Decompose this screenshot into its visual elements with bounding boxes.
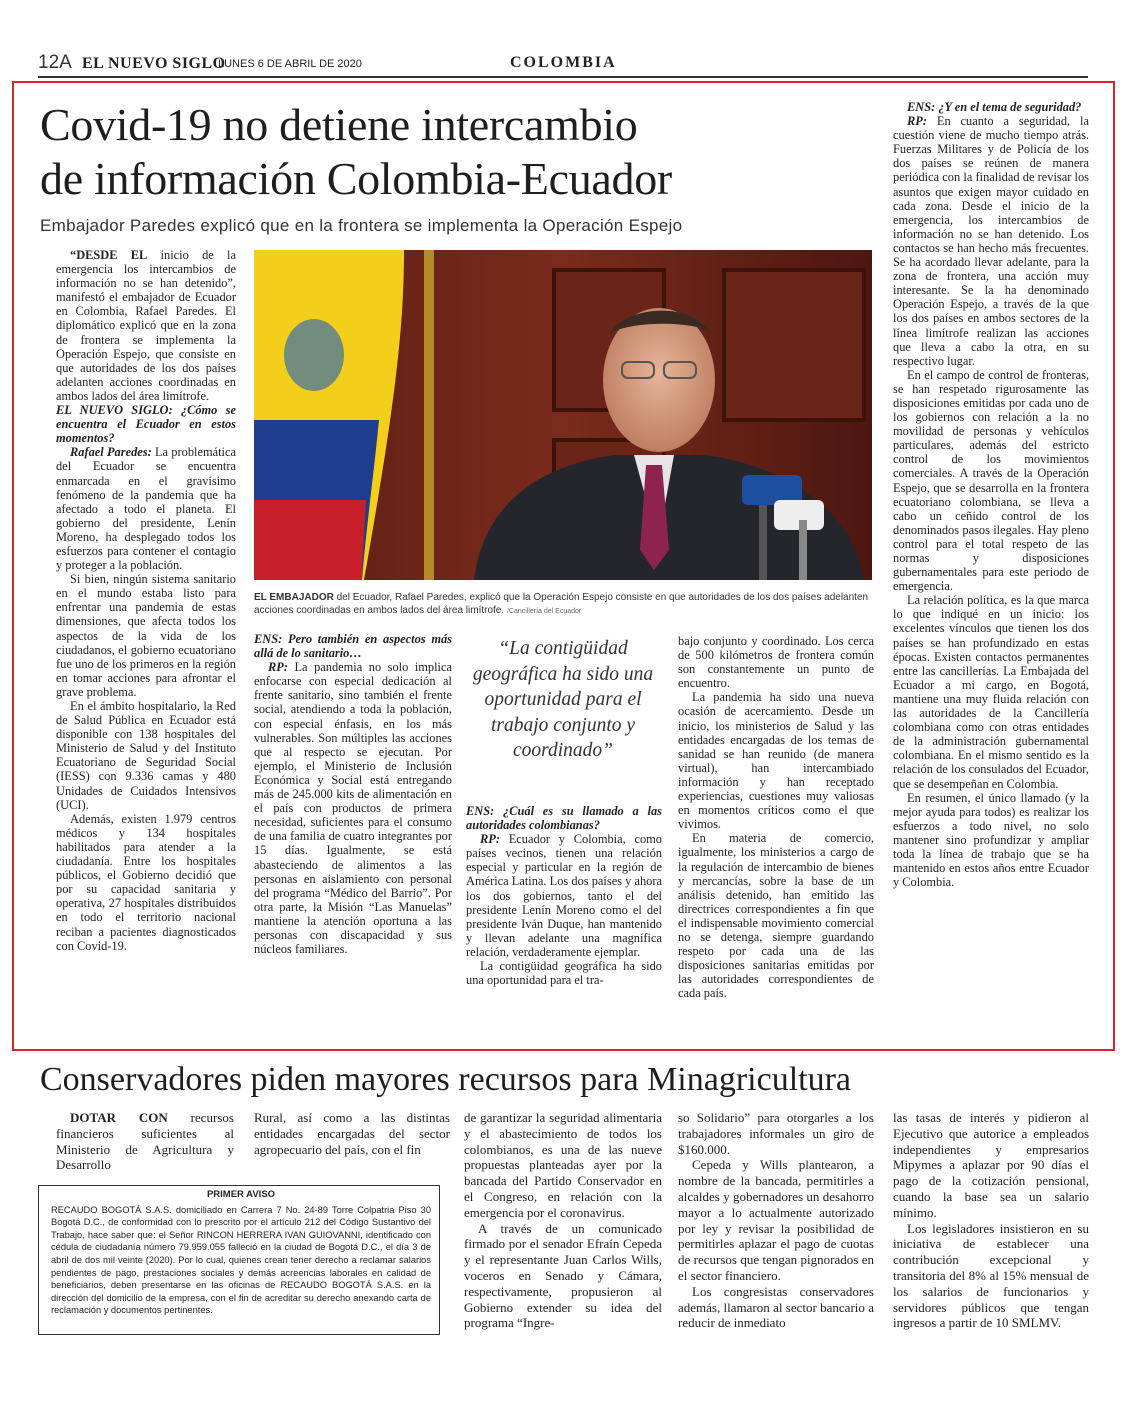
second-article-column-3 xyxy=(464,1110,662,1331)
newspaper-name: EL NUEVO SIGLO xyxy=(82,55,226,72)
section-name: COLOMBIA xyxy=(510,54,617,71)
question-3: ENS: ¿Cuál es su llamado a las autoridades colombianas? xyxy=(466,804,662,833)
answer-label: RP: xyxy=(480,832,500,847)
lead-bold: “DESDE EL xyxy=(70,248,148,262)
answer-text: La problemática del Ecuador se encuentra enmarcada en el gravísimo fenómeno de la pandemia que ha afectado a todo el planeta. El gobierno del presidente, Lenín Moreno, ha desplegado todos los esfuerzos para contener el contagio y proteger a la población. xyxy=(56,445,236,573)
article-column-2 xyxy=(254,632,452,956)
notice-title: PRIMER AVISO xyxy=(206,1189,276,1200)
article-column-4 xyxy=(678,634,874,1000)
paragraph: Además, existen 1.979 centros médicos y 134 hospitales habilitados para atender a la ciudadanía. Entre los hospitales públicos, el Gobierno decidió que por su capacidad sanitaria y operativa, 27 hospitales distribuidos en todo el territorio nacional reciban a pacientes diagnosticados con Covid-19. xyxy=(56,811,236,953)
pull-quote: “La contigüidad geográfica ha sido una oportunidad para el trabajo conjunto y coordinado” xyxy=(472,638,654,761)
second-article-column-1 xyxy=(56,1110,234,1173)
paragraph: En el ámbito hospitalario, la Red de Salud Pública en Ecuador está disponible con 138 hospitales del Ministerio de Salud y del Instituto Ecuatoriano de Seguridad Social (IESS) con 9.336 camas y 480 Unidades de Cuidados Intensivos (UCI). xyxy=(56,699,236,812)
paragraph: Rural, así como a las distintas entidades encargadas del sector agropecuario del país, con el fin xyxy=(254,1110,450,1157)
answer-3 xyxy=(466,832,662,959)
lead-paragraph xyxy=(56,248,236,403)
photo-credit: /Cancillería del Ecuador xyxy=(506,608,582,615)
headline-line-2: de información Colombia-Ecuador xyxy=(40,153,672,204)
lead-text: recursos financieros suficientes al Ministerio de Agricultura y Desarrollo xyxy=(56,1110,234,1173)
article-deck: Embajador Paredes explicó que en la frontera se implementa la Operación Espejo xyxy=(40,216,683,235)
paragraph: En materia de comercio, igualmente, los ministerios a cargo de la regulación de intercambio de bienes y mercancías, sobre la base de un análisis detenido, han emitido las directrices correspondientes a fin que el indispensable movimiento comercial no se detenga, siempre guardando respeto por cada una de las disposiciones sanitarias emitidas por las autoridades correspondientes de cada país. xyxy=(678,831,874,1001)
paragraph: so Solidario” para otorgarles a los trabajadores informales un giro de $160.000. xyxy=(678,1110,874,1157)
paragraph: Los congresistas conservadores además, llamaron al sector bancario a reducir de inmediato xyxy=(678,1283,874,1331)
issue-date: LUNES 6 DE ABRIL DE 2020 xyxy=(218,58,362,70)
answer-label: RP: xyxy=(268,660,288,675)
photo-caption xyxy=(254,591,872,618)
answer-text: Ecuador y Colombia, como países vecinos, tienen una relación especial y particular en la región de América Latina. Los dos países y ahora los dos gobiernos, tanto el del presidente Lenín Moreno como el del presidente Iván Duque, han mantenido y llevan adelante una magnífica relación, verdaderamente ejemplar. xyxy=(466,832,662,959)
paragraph: A través de un comunicado firmado por el senador Efraín Cepeda y el representante Juan Carlos Wills, voceros en Senado y Cámara, respectivamente, propusieron al Gobierno extender su idea del programa “Ingre- xyxy=(464,1220,662,1331)
legal-notice-box xyxy=(38,1185,440,1335)
headline-line-1: Covid-19 no detiene intercambio xyxy=(40,99,638,150)
ambassador-photo xyxy=(254,250,872,580)
answer-label: RP: xyxy=(907,114,927,129)
article-headline xyxy=(40,98,880,206)
paragraph: La contigüidad geográfica ha sido una oportunidad para el tra- xyxy=(466,959,662,988)
paragraph: las tasas de interés y pidieron al Ejecutivo que autorice a empleados independientes y empresarios Mipymes a aplazar por 90 días el pago de la cotización pensional, cuando la base sea un salario mínimo. xyxy=(893,1110,1089,1220)
article-column-5 xyxy=(893,100,1089,889)
article-column-1 xyxy=(56,248,236,953)
lead-text: inicio de la emergencia los intercambios de información no se han detenido”, manifestó el embajador de Ecuador en Colombia, Rafael Paredes. El diplomático explicó que en la zona de frontera se implementa la Operación Espejo, que consiste en que autoridades de los dos países adelanten acciones coordinadas en ambos lados del área limítrofe. xyxy=(56,248,237,403)
answer-2 xyxy=(254,660,452,956)
paragraph: Si bien, ningún sistema sanitario en el mundo estaba listo para enfrentar una pandemia de estas dimensiones, que afecta todos los aspectos de la vida de los ciudadanos, el gobierno ecuatoriano fue uno de los primeros en la región en tomar acciones para afrontar el grave problema. xyxy=(56,572,236,699)
paragraph: de garantizar la seguridad alimentaria y el abastecimiento de todos los colombianos, es una de las nueve propuestas planteadas ayer por la bancada del Partido Conservador en el Congreso, en relación con la emergencia por el coronavirus. xyxy=(464,1110,662,1220)
answer-4 xyxy=(893,114,1089,368)
question-1: EL NUEVO SIGLO: ¿Cómo se encuentra el Ecuador en estos momentos? xyxy=(56,403,236,446)
article-column-3 xyxy=(466,804,662,987)
caption-text: del Ecuador, Rafael Paredes, explicó que la Operación Espejo consiste en que autoridades de los dos países adelanten acciones coordinadas en ambos lados del área limítrofe. xyxy=(254,592,869,616)
paragraph: Los legisladores insistieron en su iniciativa de establecer una contribución excepcional y transitoria del 8% al 15% mensual de los salarios de funcionarios y servidores públicos que tengan ingresos a partir de 10 SMLMV. xyxy=(893,1220,1089,1331)
paragraph: Cepeda y Wills plantearon, a nombre de la bancada, permitirles a alcaldes y gobernadores un desahorro mayor a lo actualmente autorizado por ley y revisar la posibilidad de permitirles aplazar el pago de cuotas de recursos que tengan pignorados en el sector financiero. xyxy=(678,1157,874,1283)
answer-text: La pandemia no solo implica enfocarse con especial dedicación al frente sanitario, sino también el frente social, atendiendo a toda la población, con especial énfasis, en los más vulnerables. Son múltiples las acciones que al respecto se ejecutan. Por ejemplo, el Ministerio de Inclusión Económica y Social está entregando más de 245.000 kits de alimentación en el país con productos de primera necesidad, suficientes para el consumo de una familia de cuatro integrantes por 15 días. Igualmente, se está abasteciendo de alimentos a las personas en aislamiento con personal del programa “Médico del Barrio”. Por otra parte, la Misión “Las Manuelas” mantiene la atención oportuna a las personas con discapacidad y sus núcleos familiares. xyxy=(254,660,452,957)
answer-speaker: Rafael Paredes: xyxy=(70,445,152,460)
paragraph: La relación política, es la que marca lo que indiqué en un inicio: los excelentes vínculos que tienen los dos países se han profundizado en estas épocas. Existen contactos permanentes entre las cancillerías. La Embajada del Ecuador a mi cargo, en Bogotá, mantiene una muy fluida relación con las autoridades de la Cancillería colombiana como con otras entidades de la administración gubernamental colombiana. En el mismo sentido es la relación de los consulados del Ecuador, que se desempeñan en Colombia. xyxy=(893,593,1089,791)
lead-bold: DOTAR CON xyxy=(70,1110,168,1125)
answer-text: En cuanto a seguridad, la cuestión viene de mucho tiempo atrás. Fuerzas Militares y de Policía de los dos países se reúnen de manera periódica con la finalidad de revisar los asuntos que exigen mayor cuidado en cada zona. Desde el inicio de la emergencia, los intercambios de información no se han detenido. Los contactos se han hecho más frecuentes. Se ha acordado llevar adelante, para la zona de frontera, una acción muy interesante. Se la ha denominado Operación Espejo, a través de la que los dos países en ambos sectores de la línea limítrofe realizan las acciones que lleva a cabo la otra, en su respectivo lugar. xyxy=(893,114,1089,368)
paragraph: En resumen, el único llamado (y la mejor ayuda para todos) es realizar los esfuerzos a todo nivel, no solo mantener sino profundizar y ampliar toda la línea de trabajo que se ha mantenido en estos años entre Ecuador y Colombia. xyxy=(893,790,1089,890)
caption-bold: EL EMBAJADOR xyxy=(254,592,334,603)
second-article-column-5 xyxy=(893,1110,1089,1331)
second-article-column-4 xyxy=(678,1110,874,1331)
question-2: ENS: Pero también en aspectos más allá de lo sanitario… xyxy=(254,632,452,661)
second-article-headline: Conservadores piden mayores recursos para Minagricultura xyxy=(40,1061,852,1098)
page-number: 12A xyxy=(38,52,72,73)
notice-body: RECAUDO BOGOTÁ S.A.S. domiciliado en Carrera 7 No. 24-89 Torre Colpatria Piso 30 Bogotá D.C., de conformidad con lo prescrito por el artículo 212 del Código Sustantivo del Trabajo, hace saber que: el Señor RINCON HERRERA IVAN GUIOVANNI, identificado con cédula de ciudadanía número 79.959.055 falleció en la ciudad de Bogotá D.C., el día 3 de abril de dos mil veinte (2020). Por lo cual, quienes crean tener derecho a reclamar salarios pendientes de pago, prestaciones sociales y demás acreencias laborales en calidad de beneficiarios, deben presentarse en las oficinas de RECAUDO BOGOTÁ S.A.S. en la dirección del domicilio de la empresa, con el fin de acreditar su derecho anexando carta de reclamación y documentos pertinentes. xyxy=(51,1204,431,1316)
paragraph: La pandemia ha sido una nueva ocasión de acercamiento. Desde un inicio, los ministerios de Salud y las entidades encargadas de los temas de sanidad se han reunido (de manera virtual), han intercambiado información y han receptado experiencias, cuestiones muy valiosas en momentos críticos como el que vivimos. xyxy=(678,690,874,832)
page-header xyxy=(38,52,1088,78)
paragraph: bajo conjunto y coordinado. Los cerca de 500 kilómetros de frontera común son constantemente un punto de encuentro. xyxy=(678,634,874,691)
photo-illustration xyxy=(254,250,872,580)
answer-1 xyxy=(56,445,236,572)
paragraph: En el campo de control de fronteras, se han respetado rigurosamente las disposiciones emitidas por cada uno de los gobiernos con relación a la no movilidad de personas y vehículos particulares, además del estricto control de los movimientos comerciales. A través de la Operación Espejo, que se desarrolla en la frontera ecuatoriano colombiana, se lleva a cabo un ceñido control de los denominados pasos ilegales. Hay pleno control para el total respeto de las normas y disposiciones gubernamentales para este periodo de emergencia. xyxy=(893,367,1089,594)
paragraph xyxy=(56,1110,234,1173)
second-article-column-2 xyxy=(254,1110,450,1157)
question-4: ENS: ¿Y en el tema de seguridad? xyxy=(907,100,1082,114)
